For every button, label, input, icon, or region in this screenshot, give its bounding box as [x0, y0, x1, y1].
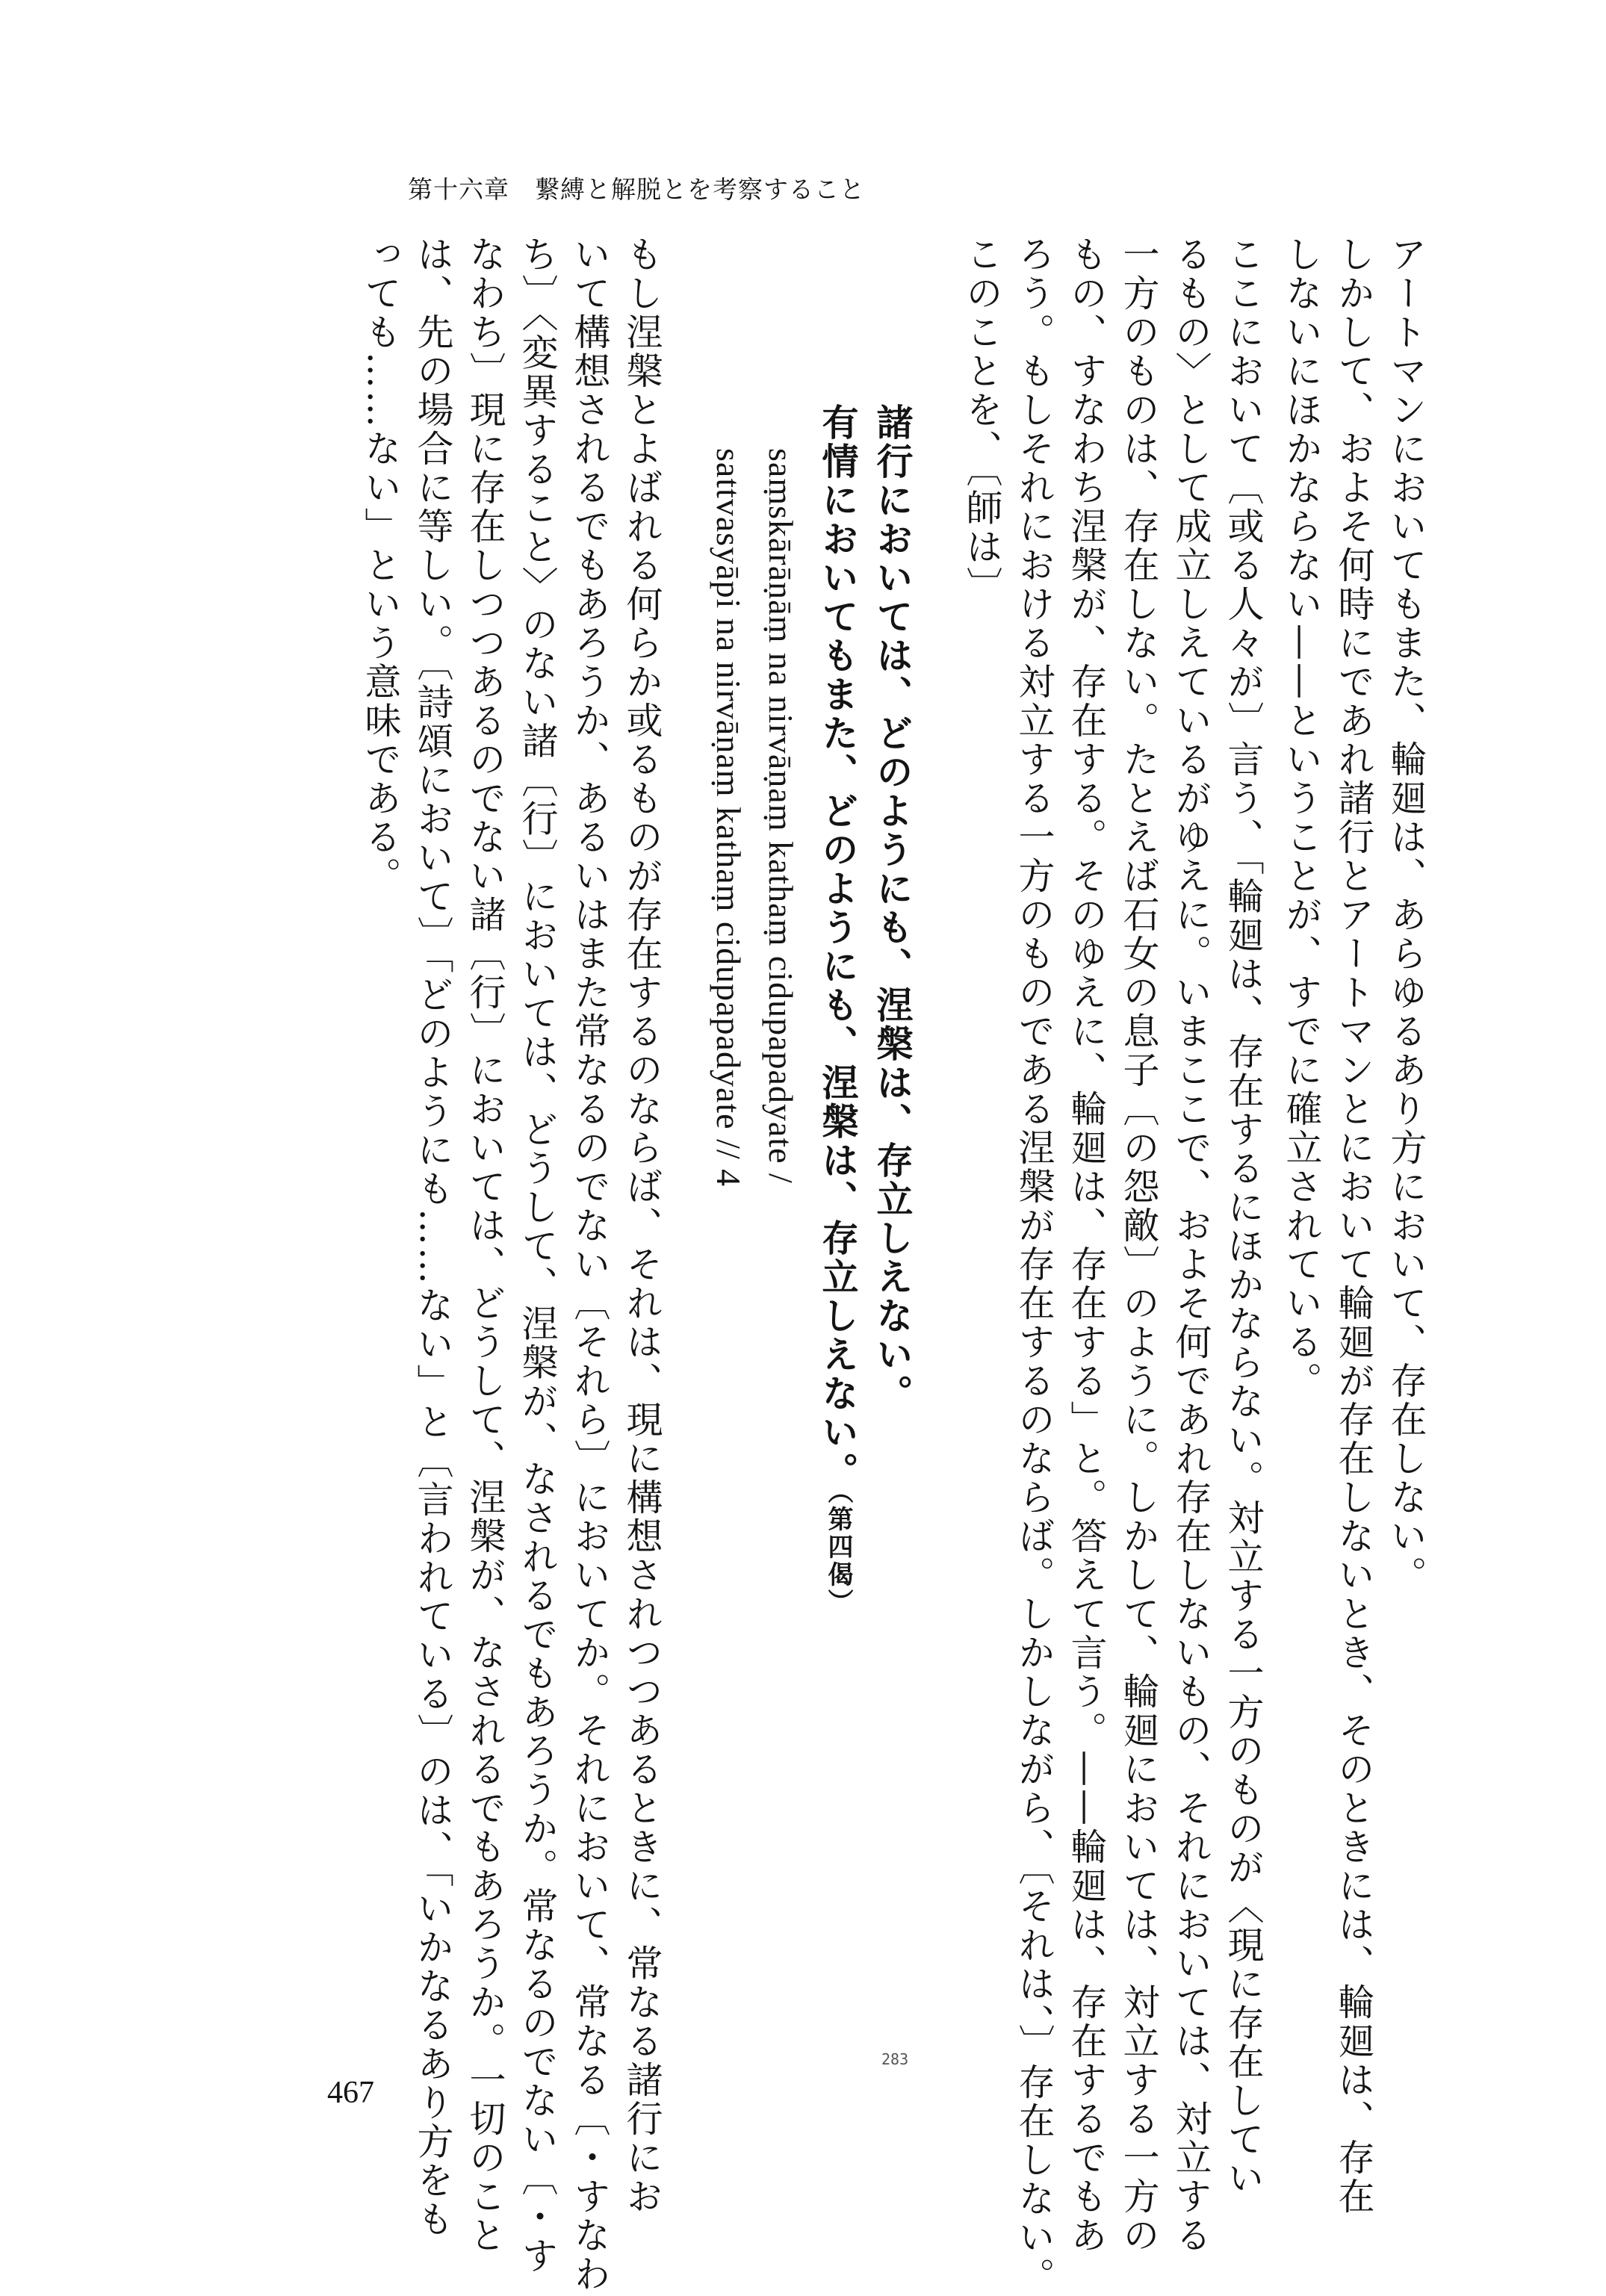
- text-line-15: っても……ない」という意味である。: [359, 235, 402, 896]
- verse-line-1: 諸行においては、どのようにも、涅槃は、存立しえない。: [871, 403, 914, 1413]
- text-line-9: このことを、〔師は〕: [961, 235, 1003, 606]
- text-line-8: ろう。もしそれにおける対立する一方のものである涅槃が存在するのならば。しかしながら、〔それは、〕存在しない。: [1013, 235, 1055, 2296]
- text-line-1: アートマンにおいてもまた、輪廻は、あらゆるあり方において、存在しない。: [1385, 235, 1427, 1595]
- text-line-6: 一方のものは、存在しない。たとえば石女の息子〔の怨敵〕のように。しかして、輪廻においては、対立する一方の: [1117, 235, 1160, 2255]
- text-line-3: しないにほかならない——ということが、すでに確立されている。: [1280, 235, 1323, 1400]
- text-line-10: もし涅槃とよばれる何らか或るものが存在するのならば、それは、現に構想されつつあるときに、常なる諸行にお: [621, 235, 663, 2216]
- sanskrit-line-1: saṃskārāṇāṃ na nirvāṇaṃ kathaṃ cidupapadyate /: [762, 448, 800, 1184]
- verse-line-2-text: 有情においてもまた、どのようにも、涅槃は、存立しえない。: [816, 403, 860, 1491]
- text-line-14: は、先の場合に等しい。〔詩頌において〕「どのようにも……ない」と〔言われている〕のは、「いかなるあり方をも: [412, 235, 454, 2239]
- verse-number-note: （第四偈）: [823, 1491, 853, 1616]
- text-line-7: もの、すなわち涅槃が、存在する。そのゆえに、輪廻は、存在する」と。答えて言う。——輪廻は、存在するでもあ: [1065, 235, 1108, 2255]
- print-mark: 283: [881, 2050, 909, 2068]
- running-header: 第十六章 繋縛と解脱とを考察すること: [408, 175, 865, 204]
- verse-line-2: [816, 403, 860, 1616]
- text-line-11: いて構想されるでもあろうか、あるいはまた常なるのでない〔それら〕においてか。それにおいて、常なる〔・すなわ: [568, 235, 611, 2294]
- text-line-5: るもの〉として成立しえているがゆえに。いまここで、およそ何であれ存在しないもの、それにおいては、対立する: [1170, 235, 1212, 2255]
- sanskrit-line-2: sattvasyāpi na nirvāṇaṃ kathaṃ cidupapadyate // 4: [710, 448, 748, 1188]
- text-line-13: なわち〕現に存在しつつあるのでない諸〔行〕においては、どうして、涅槃が、なされるでもあろうか。一切のこと: [464, 235, 506, 2255]
- page-number: 467: [327, 2076, 374, 2110]
- text-line-4: ここにおいて〔或る人々が〕言う、「輪廻は、存在するにほかならない。対立する一方のものが〈現に存在してい: [1222, 235, 1265, 2198]
- text-line-2: しかして、およそ何時にであれ諸行とアートマンとにおいて輪廻が存在しないとき、そのときには、輪廻は、存在: [1333, 235, 1375, 2216]
- text-line-12: ち〕〈変異すること〉のない諸〔行〕においては、どうして、涅槃が、なされるでもあろうか。常なるのでない〔・す: [516, 235, 559, 2276]
